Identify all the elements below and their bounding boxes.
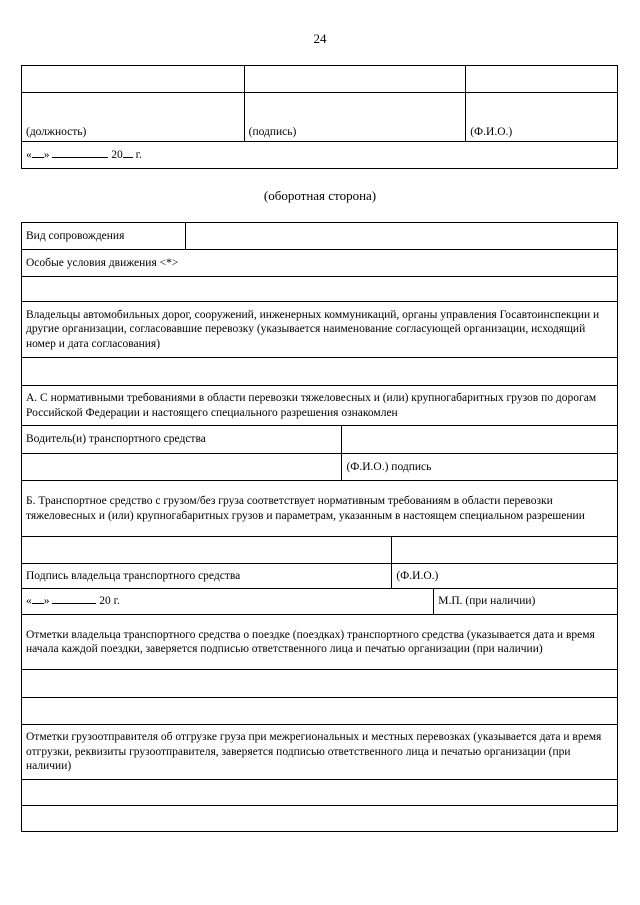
section-a-text: А. С нормативными требованиями в области перевозки тяжеловесных и (или) крупногабаритных грузов по дорогам Российской Федерации и настоящего специального разрешения ознакомлен (26, 392, 597, 419)
month-blank (52, 594, 96, 604)
year-text: 20 (99, 595, 111, 608)
fio-cell (466, 93, 618, 142)
owner-signature-cell (22, 564, 392, 589)
year-suffix: г. (135, 148, 142, 161)
stamp-label: М.П. (при наличии) (438, 595, 536, 608)
year-blank (123, 148, 133, 158)
position-label: (должность) (26, 125, 87, 138)
date-close-quote: » (43, 595, 50, 608)
shipper-marks-row (22, 725, 618, 780)
escort-type-value (185, 223, 617, 250)
owner-fio-label: (Ф.И.О.) (396, 569, 439, 582)
date-open-quote: « (26, 148, 32, 161)
owner-fio-cell (392, 564, 618, 589)
owner-trip-marks-text: Отметки владельца транспортного средства о поездке (поездках) транспортного средства (указывается дата и время начала каждой поездки, заверяется подписью ответственного лица и печатью организации (при наличии) (26, 628, 595, 655)
page-number: 24 (313, 31, 327, 46)
blank-cell (466, 66, 618, 93)
section-a-row (22, 386, 618, 426)
special-conditions-label: Особые условия движения <*> (26, 256, 179, 269)
drivers-fio-blank (22, 454, 342, 481)
date-close-quote: » (43, 148, 50, 161)
shipper-marks-value-1 (22, 780, 618, 806)
fio-signature-cell (342, 454, 618, 481)
signature-label: (подпись) (248, 125, 297, 138)
owner-trip-marks-value-1 (22, 670, 618, 698)
owners-agreement-text: Владельцы автомобильных дорог, сооружений, инженерных коммуникаций, органы управления Госавтоинспекции и другие организации, согласовавшие перевозку (указывается наименование согласующей организации, исходящий номер и дата согласования) (26, 308, 600, 350)
escort-type-label: Вид сопровождения (26, 229, 125, 242)
day-blank (32, 148, 44, 158)
year-prefix: 20 (111, 148, 123, 161)
reverse-side-caption: (оборотная сторона) (263, 188, 377, 203)
owner-trip-marks-row (22, 615, 618, 670)
shipper-marks-value-2 (22, 806, 618, 832)
blank-cell (244, 66, 466, 93)
date-open-quote: « (26, 595, 32, 608)
day-blank (32, 594, 44, 604)
position-cell (22, 93, 245, 142)
owner-date-cell (22, 589, 434, 615)
owners-agreement-value (22, 358, 618, 386)
special-conditions-value (22, 277, 618, 302)
blank-cell (22, 66, 245, 93)
owner-trip-marks-value-2 (22, 698, 618, 725)
fio-label: (Ф.И.О.) (470, 125, 513, 138)
owner-signature-label: Подпись владельца транспортного средства (26, 569, 241, 582)
signature-cell (244, 93, 466, 142)
month-blank (52, 148, 108, 158)
year-suffix: г. (113, 595, 120, 608)
fio-signature-label: (Ф.И.О.) подпись (346, 460, 432, 473)
owner-signature-blank (22, 537, 392, 564)
signature-table (21, 65, 618, 169)
drivers-label-cell (22, 426, 342, 454)
special-conditions-row (22, 250, 618, 277)
permit-back-form (21, 222, 618, 832)
escort-type-label-cell (22, 223, 186, 250)
section-b-row (22, 481, 618, 537)
stamp-cell (434, 589, 618, 615)
shipper-marks-text: Отметки грузоотправителя об отгрузке груза при межрегиональных и местных перевозках (указывается дата и время отгрузки, реквизиты грузоотправителя, заверяется подписью ответственного лица и печатью организации (при наличии) (26, 731, 602, 773)
date-cell (22, 142, 618, 169)
owner-fio-blank (392, 537, 618, 564)
drivers-value (342, 426, 618, 454)
owners-agreement-row (22, 302, 618, 358)
section-b-text: Б. Транспортное средство с грузом/без груза соответствует нормативным требованиям в области перевозки тяжеловесных и (или) крупногабаритных грузов и параметрам, указанным в настоящем специальном разрешении (26, 495, 585, 522)
drivers-label: Водитель(и) транспортного средства (26, 433, 206, 446)
